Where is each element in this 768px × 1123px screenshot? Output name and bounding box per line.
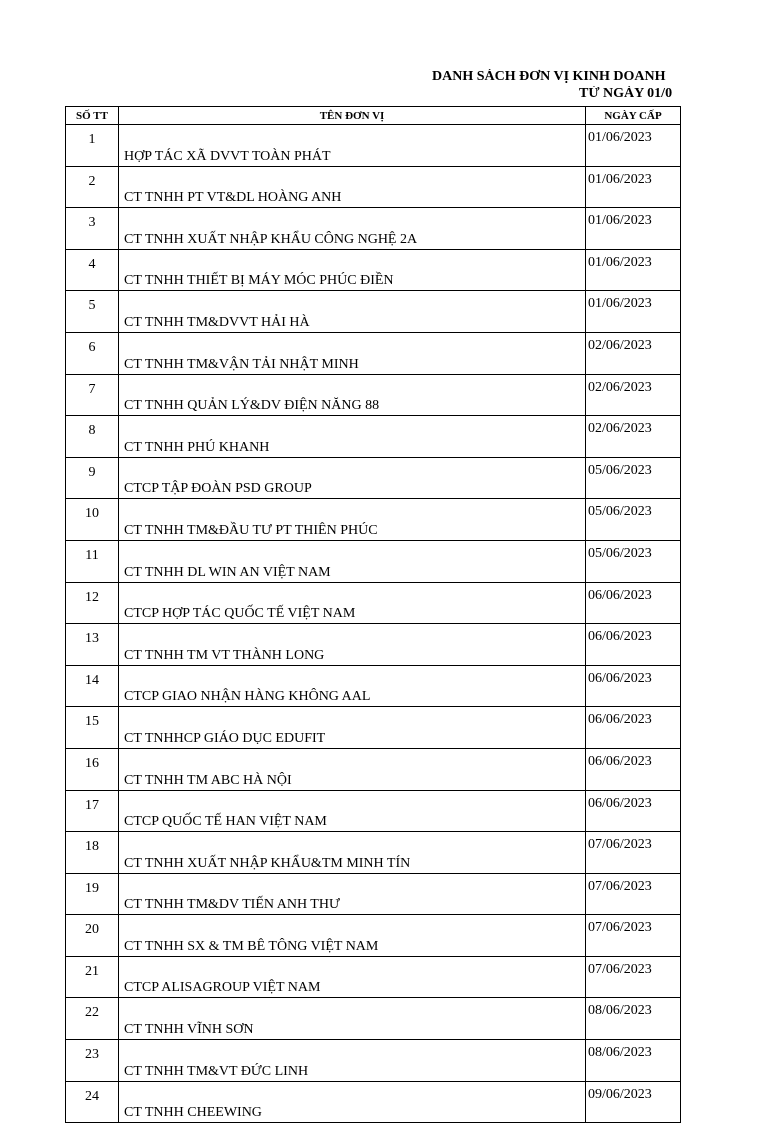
table-row <box>66 873 681 915</box>
issue-date: 05/06/2023 <box>586 499 681 541</box>
unit-name: CT TNHH TM&DV TIẾN ANH THƯ <box>119 873 586 915</box>
table-row <box>66 582 681 624</box>
issue-date: 02/06/2023 <box>586 332 681 374</box>
issue-date: 01/06/2023 <box>586 166 681 208</box>
unit-name: CTCP ALISAGROUP VIỆT NAM <box>119 956 586 998</box>
table-row <box>66 790 681 832</box>
column-header-stt: SỐ TT <box>66 107 119 125</box>
issue-date: 05/06/2023 <box>586 457 681 499</box>
table-row <box>66 748 681 790</box>
table-row <box>66 249 681 291</box>
issue-date: 01/06/2023 <box>586 125 681 167</box>
table-row <box>66 1040 681 1082</box>
row-number: 24 <box>66 1081 119 1123</box>
table-header-row <box>66 107 681 125</box>
issue-date: 08/06/2023 <box>586 998 681 1040</box>
table-row <box>66 956 681 998</box>
unit-name: CT TNHH TM VT THÀNH LONG <box>119 624 586 666</box>
table-row <box>66 208 681 250</box>
table-row <box>66 166 681 208</box>
issue-date: 01/06/2023 <box>586 291 681 333</box>
unit-name: CTCP TẬP ĐOÀN PSD GROUP <box>119 457 586 499</box>
row-number: 15 <box>66 707 119 749</box>
column-header-date: NGÀY CẤP <box>586 107 681 125</box>
issue-date: 07/06/2023 <box>586 915 681 957</box>
table-row <box>66 416 681 458</box>
issue-date: 07/06/2023 <box>586 832 681 874</box>
issue-date: 02/06/2023 <box>586 416 681 458</box>
unit-name: CT TNHH SX & TM BÊ TÔNG VIỆT NAM <box>119 915 586 957</box>
unit-name: CT TNHH CHEEWING <box>119 1081 586 1123</box>
unit-name: CT TNHH TM&DVVT HẢI HÀ <box>119 291 586 333</box>
unit-name: CTCP GIAO NHẬN HÀNG KHÔNG AAL <box>119 665 586 707</box>
row-number: 20 <box>66 915 119 957</box>
issue-date: 08/06/2023 <box>586 1040 681 1082</box>
row-number: 10 <box>66 499 119 541</box>
table-row <box>66 125 681 167</box>
table-body <box>66 125 681 1123</box>
table-row <box>66 457 681 499</box>
row-number: 21 <box>66 956 119 998</box>
row-number: 19 <box>66 873 119 915</box>
issue-date: 06/06/2023 <box>586 582 681 624</box>
unit-name: CT TNHH TM&ĐẦU TƯ PT THIÊN PHÚC <box>119 499 586 541</box>
row-number: 9 <box>66 457 119 499</box>
row-number: 7 <box>66 374 119 416</box>
business-unit-table <box>65 106 681 1123</box>
issue-date: 07/06/2023 <box>586 956 681 998</box>
table-row <box>66 707 681 749</box>
unit-name: CT TNHH QUẢN LÝ&DV ĐIỆN NĂNG 88 <box>119 374 586 416</box>
row-number: 3 <box>66 208 119 250</box>
row-number: 16 <box>66 748 119 790</box>
unit-name: CT TNHH PT VT&DL HOÀNG ANH <box>119 166 586 208</box>
row-number: 2 <box>66 166 119 208</box>
table-row <box>66 1081 681 1123</box>
unit-name: CT TNHH THIẾT BỊ MÁY MÓC PHÚC ĐIỀN <box>119 249 586 291</box>
table-row <box>66 291 681 333</box>
unit-name: CT TNHH DL WIN AN VIỆT NAM <box>119 540 586 582</box>
row-number: 8 <box>66 416 119 458</box>
column-header-name: TÊN ĐƠN VỊ <box>119 107 586 125</box>
row-number: 11 <box>66 540 119 582</box>
table-row <box>66 332 681 374</box>
issue-date: 07/06/2023 <box>586 873 681 915</box>
table-row <box>66 540 681 582</box>
table-row <box>66 915 681 957</box>
unit-name: CT TNHH XUẤT NHẬP KHẨU CÔNG NGHỆ 2A <box>119 208 586 250</box>
row-number: 17 <box>66 790 119 832</box>
unit-name: CTCP QUỐC TẾ HAN VIỆT NAM <box>119 790 586 832</box>
page-subtitle: TỪ NGÀY 01/0 <box>579 86 673 101</box>
table-row <box>66 374 681 416</box>
issue-date: 06/06/2023 <box>586 624 681 666</box>
issue-date: 02/06/2023 <box>586 374 681 416</box>
unit-name: CT TNHH TM ABC HÀ NỘI <box>119 748 586 790</box>
table-row <box>66 499 681 541</box>
row-number: 6 <box>66 332 119 374</box>
page-title: DANH SÁCH ĐƠN VỊ KINH DOANH <box>432 69 666 84</box>
issue-date: 06/06/2023 <box>586 707 681 749</box>
unit-name: CT TNHH TM&VT ĐỨC LINH <box>119 1040 586 1082</box>
unit-name: CT TNHH XUẤT NHẬP KHẨU&TM MINH TÍN <box>119 832 586 874</box>
table-row <box>66 624 681 666</box>
unit-name: CT TNHH PHÚ KHANH <box>119 416 586 458</box>
row-number: 1 <box>66 125 119 167</box>
issue-date: 05/06/2023 <box>586 540 681 582</box>
table-row <box>66 665 681 707</box>
unit-name: HỢP TÁC XÃ DVVT TOÀN PHÁT <box>119 125 586 167</box>
unit-name: CTCP HỢP TÁC QUỐC TẾ VIỆT NAM <box>119 582 586 624</box>
unit-name: CT TNHH VĨNH SƠN <box>119 998 586 1040</box>
issue-date: 09/06/2023 <box>586 1081 681 1123</box>
issue-date: 06/06/2023 <box>586 748 681 790</box>
row-number: 22 <box>66 998 119 1040</box>
issue-date: 01/06/2023 <box>586 249 681 291</box>
row-number: 12 <box>66 582 119 624</box>
row-number: 18 <box>66 832 119 874</box>
unit-name: CT TNHH TM&VẬN TẢI NHẬT MINH <box>119 332 586 374</box>
issue-date: 06/06/2023 <box>586 665 681 707</box>
row-number: 4 <box>66 249 119 291</box>
row-number: 13 <box>66 624 119 666</box>
table-row <box>66 832 681 874</box>
issue-date: 01/06/2023 <box>586 208 681 250</box>
table-row <box>66 998 681 1040</box>
row-number: 23 <box>66 1040 119 1082</box>
unit-name: CT TNHHCP GIÁO DỤC EDUFIT <box>119 707 586 749</box>
row-number: 14 <box>66 665 119 707</box>
issue-date: 06/06/2023 <box>586 790 681 832</box>
row-number: 5 <box>66 291 119 333</box>
